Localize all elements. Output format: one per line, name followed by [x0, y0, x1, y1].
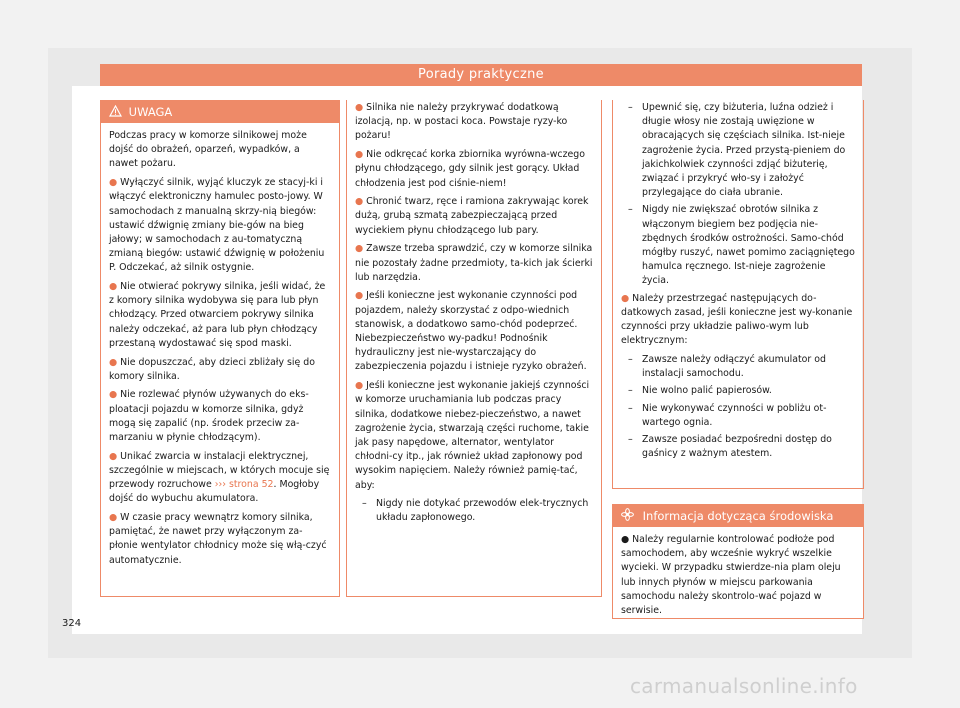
warning-header [101, 101, 339, 123]
list-item: ● Nie otwierać pokrywy silnika, jeśli widać, że z komory silnika wydobywa się para lub płyn chłodzący. Przed otwarciem pokrywy silnika należy odczekać, aż para lub płyn chłodzący przestaną wydostawać się spod maski. [109, 281, 326, 349]
sub-list-item: – Zawsze należy odłączyć akumulator od instalacji samochodu. [628, 353, 826, 380]
list-item: ● Silnika nie należy przykrywać dodatkową izolacją, np. w postaci koca. Powstaje ryzy-ko pożaru! [355, 102, 568, 142]
sub-list-item: – Nie wolno palić papierosów. [628, 385, 772, 397]
environment-header [613, 505, 863, 527]
list-item: ● Wyłączyć silnik, wyjąć kluczyk ze stacyj-ki i włączyć elektroniczny hamulec posto-jowy. W samochodach z manualną skrzy-nią biegów: ustawić dźwignię zmiany bie-gów na bieg jałowy; w samochodach z au-tomatyczną zmianą biegów: ustawić dźwignię w położeniu P. Odczekać, aż silnik ostygnie. [109, 177, 325, 274]
leaf-icon [621, 506, 639, 528]
warning-intro: Podczas pracy w komorze silnikowej może dojść do obrażeń, oparzeń, wypadków, a nawet pożaru. [109, 130, 307, 170]
watermark: carmanualsonline.info [630, 674, 858, 698]
list-item: ● Nie odkręcać korka zbiornika wyrówna-wczego płynu chłodzącego, gdy silnik jest gorący. Układ chłodzenia jest pod ciśnie-niem! [355, 149, 585, 189]
list-item: ● Zawsze trzeba sprawdzić, czy w komorze silnika nie pozostały żadne przedmioty, ta-kich jak ścierki lub narzędzia. [355, 243, 593, 283]
warning-box [100, 100, 340, 597]
sub-list-item: – Nie wykonywać czynności w pobliżu ot-wartego ognia. [628, 402, 827, 428]
page-title: Porady praktyczne [100, 64, 862, 86]
sub-list-item: – Nigdy nie dotykać przewodów elek-trycznych układu zapłonowego. [362, 498, 589, 524]
warning-title: UWAGA [128, 105, 173, 119]
list-item: ● Należy przestrzegać następujących do-datkowych zasad, jeśli konieczne jest wy-konanie czynności przy układzie paliwo-wym lub elektrycznym: [621, 292, 853, 347]
page-number: 324 [62, 618, 82, 629]
list-item: ● W czasie pracy wewnątrz komory silnika, pamiętać, że nawet przy wyłączonym za-płonie wentylator chłodnicy może się włą-czyć automatycznie. [109, 512, 327, 566]
list-item: ● Należy regularnie kontrolować podłoże pod samochodem, aby wcześnie wykryć wszelkie wycieki. W przypadku stwierdze-nia plam oleju lub innych płynów w miejscu parkowania samochodu należy skontrolo-wać pojazd w serwisie. [621, 534, 841, 617]
list-item: ● Nie dopuszczać, aby dzieci zbliżały się do komory silnika. [109, 356, 315, 382]
warning-continuation-2 [612, 100, 864, 489]
warning-triangle-icon [109, 102, 125, 124]
page-link[interactable]: ››› strona 52 [214, 479, 274, 491]
list-item: ● Chronić twarz, ręce i ramiona zakrywając korek dużą, grubą szmatą zabezpieczającą przed wyciekiem płynu chłodzącego lub pary. [355, 196, 589, 236]
sub-list-item: – Nigdy nie zwiększać obrotów silnika z włączonym biegiem bez podjęcia nie-zbędnych środków ostrożności. Samo-chód mógłby ruszyć, nawet pomimo zaciągniętego hamulca ręcznego. Ist-nieje zagrożenie życia. [628, 204, 855, 287]
sub-list-item: – Zawsze posiadać bezpośredni dostęp do gaśnicy z ważnym atestem. [628, 433, 832, 460]
environment-info-box [612, 504, 864, 619]
list-item: ● Jeśli konieczne jest wykonanie jakiejś czynności w komorze uruchamiania lub podczas pracy silnika, dodatkowe niebez-pieczeństwo, a nawet zagrożenie życia, stwarzają części ruchome, takie jak pasy napędowe, alternator, wentylator chłodni-cy itp., jak również układ zapłonowy pod wysokim napięciem. Należy również pamię-tać, aby: [355, 380, 590, 491]
environment-title: Informacja dotycząca środowiska [642, 509, 834, 523]
warning-body [101, 123, 339, 568]
warning-continuation-1 [346, 100, 602, 597]
list-item: ● Jeśli konieczne jest wykonanie czynności pod pojazdem, należy skorzystać z odpo-wiednich stanowisk, a dodatkowo samo-chód podeprzeć. Niebezpieczeństwo wy-padku! Podnośnik hydrauliczny jest nie-wystarczający do zabezpieczenia pojazdu i istnieje ryzyko obrażeń. [355, 290, 587, 373]
sub-list-item: – Upewnić się, czy biżuteria, luźna odzież i długie włosy nie zostają uwięzione w obracających się częściach silnika. Ist-nieje zagrożenie życia. Przed przystą-pieniem do jakichkolwiek czynności zdjąć biżuterię, związać i przykryć wło-sy i założyć przylegające do ciała ubranie. [628, 102, 846, 199]
list-item: ● Unikać zwarcia w instalacji elektrycznej, szczególnie w miejscach, w których mocuje się przewody rozruchowe ››› strona 52. Mogłoby dojść do wybuchu akumulatora. [109, 450, 330, 505]
environment-body [613, 527, 863, 618]
list-item: ● Nie rozlewać płynów używanych do eks-ploatacji pojazdu w komorze silnika, gdyż mogą się zapalić (np. środek przeciw za-marzaniu w płynie chłodzącym). [109, 389, 309, 444]
